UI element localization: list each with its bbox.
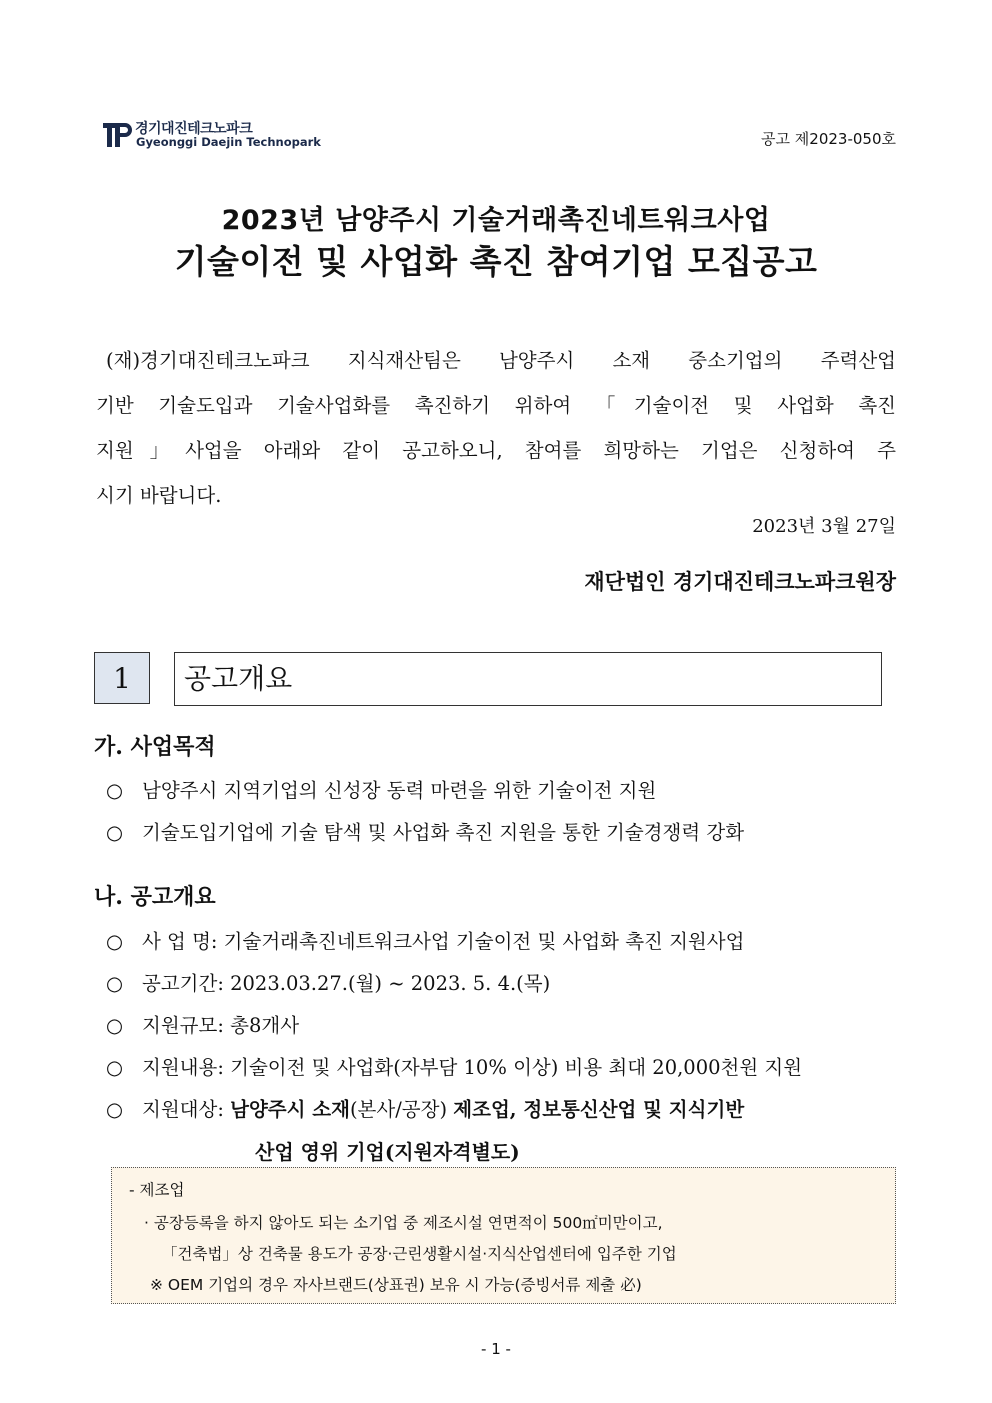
manufacturing-note-box: [111, 1167, 896, 1304]
circle-bullet-icon: ○: [106, 1014, 124, 1037]
target-region: 남양주시 소재: [230, 1098, 350, 1121]
list-item: [106, 817, 744, 845]
target-label: 지원대상:: [142, 1098, 224, 1121]
list-item-text: 지원규모: 총8개사: [142, 1014, 300, 1037]
list-item: [106, 1052, 802, 1080]
section-number: 1: [94, 652, 150, 704]
list-item-text: 공고기간: 2023.03.27.(월) ~ 2023. 5. 4.(목): [142, 972, 551, 995]
tp-logo-icon: [103, 120, 133, 150]
list-item: [106, 775, 656, 803]
intro-paragraph: [96, 338, 896, 518]
list-item: [106, 1010, 299, 1038]
target-industries: 제조업, 정보통신산업 및 지식기반: [453, 1098, 745, 1121]
note-line: - 제조업: [129, 1181, 185, 1199]
notice-date: 2023년 3월 27일: [752, 516, 896, 537]
list-item-target: [106, 1094, 744, 1122]
list-item-text: 사 업 명: 기술거래촉진네트워크사업 기술이전 및 사업화 촉진 지원사업: [142, 930, 745, 953]
logo-english-text: Gyeonggi Daejin Technopark: [136, 135, 321, 149]
organization-logo: [103, 118, 321, 152]
list-item-text: 기술도입기업에 기술 탐색 및 사업화 촉진 지원을 통한 기술경쟁력 강화: [142, 821, 745, 844]
circle-bullet-icon: ○: [106, 1098, 124, 1121]
note-line: · 공장등록을 하지 않아도 되는 소기업 중 제조시설 연면적이 500㎡미만이고,: [144, 1214, 663, 1232]
intro-line: 지원」사업을 아래와 같이 공고하오니, 참여를 희망하는 기업은 신청하여 주: [96, 439, 896, 462]
page-number: - 1 -: [481, 1340, 511, 1358]
note-line: 「건축법」상 건축물 용도가 공장·근린생활시설·지식산업센터에 입주한 기업: [162, 1245, 677, 1263]
intro-line: 기반 기술도입과 기술사업화를 촉진하기 위하여 「기술이전 및 사업화 촉진: [96, 394, 896, 417]
list-item-text: 지원내용: 기술이전 및 사업화(자부담 10% 이상) 비용 최대 20,000천원 지원: [142, 1056, 803, 1079]
circle-bullet-icon: ○: [106, 821, 124, 844]
circle-bullet-icon: ○: [106, 1056, 124, 1079]
notice-number: 공고 제2023-050호: [761, 130, 896, 148]
target-hq: (본사/공장): [349, 1098, 448, 1121]
overview-heading: 나. 공고개요: [94, 884, 216, 910]
document-title-line1: 2023년 남양주시 기술거래촉진네트워크사업: [221, 205, 771, 236]
note-line: ※ OEM 기업의 경우 자사브랜드(상표권) 보유 시 가능(증빙서류 제출 必): [150, 1276, 642, 1294]
intro-line: (재)경기대진테크노파크 지식재산팀은 남양주시 소재 중소기업의 주력산업: [106, 349, 896, 372]
target-continuation: 산업 영위 기업(지원자격별도): [255, 1140, 520, 1164]
issuer-name: 재단법인 경기대진테크노파크원장: [584, 569, 896, 594]
purpose-heading: 가. 사업목적: [94, 734, 216, 760]
list-item: [106, 968, 550, 996]
list-item-text: 남양주시 지역기업의 신성장 동력 마련을 위한 기술이전 지원: [142, 779, 657, 802]
circle-bullet-icon: ○: [106, 779, 124, 802]
section-title: 공고개요: [174, 652, 882, 706]
document-title-line2: 기술이전 및 사업화 촉진 참여기업 모집공고: [174, 242, 818, 281]
logo-korean-text: 경기대진테크노파크: [135, 121, 253, 137]
circle-bullet-icon: ○: [106, 930, 124, 953]
intro-line: 시기 바랍니다.: [96, 484, 222, 507]
circle-bullet-icon: ○: [106, 972, 124, 995]
list-item: [106, 926, 744, 954]
